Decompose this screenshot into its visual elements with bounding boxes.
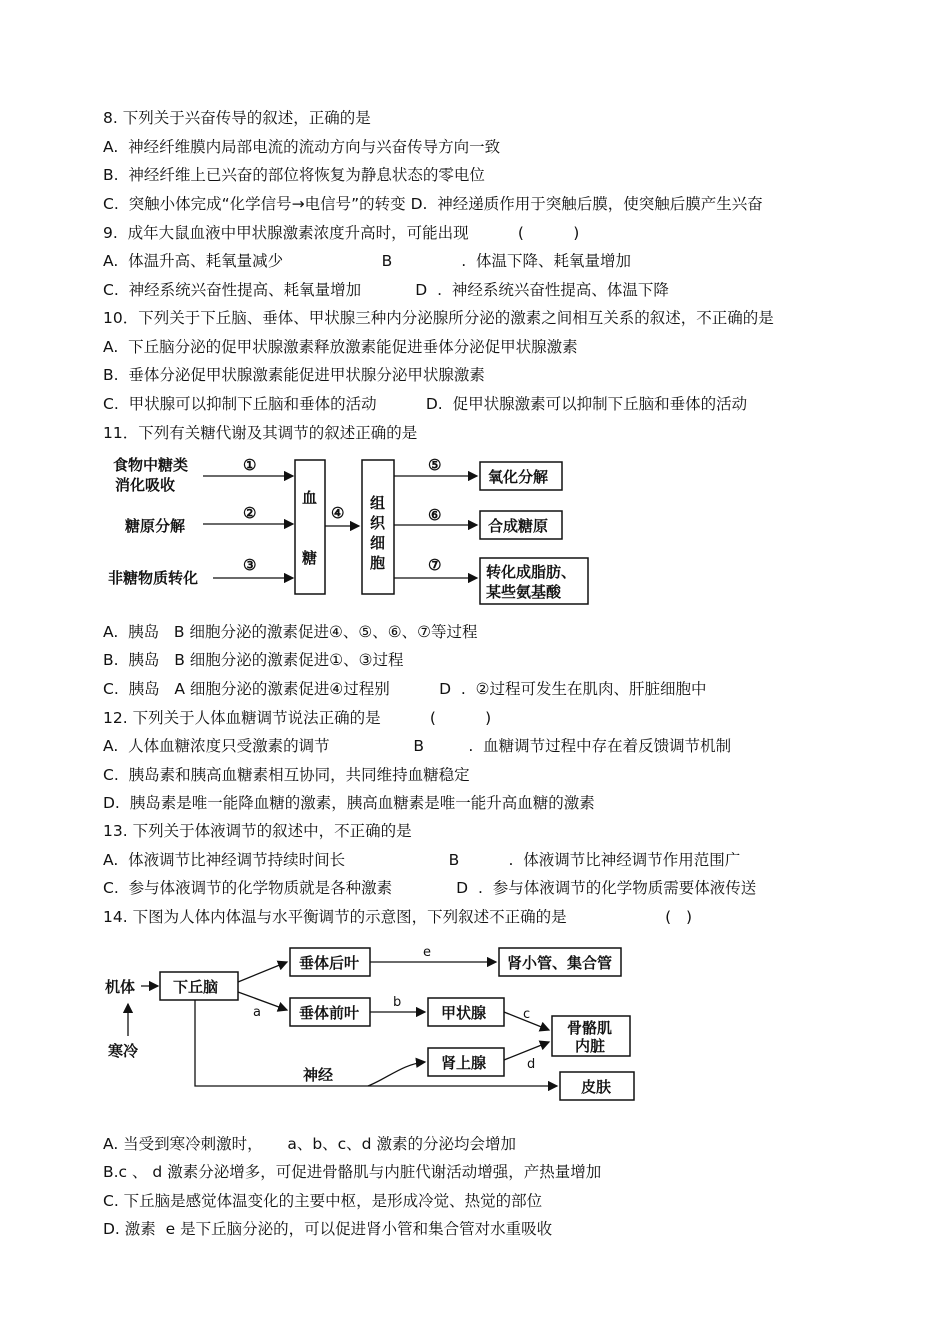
q10-option-cd: C. 甲状腺可以抑制下丘脑和垂体的活动 D. 促甲状腺激素可以抑制下丘脑和垂体的活动 — [103, 395, 748, 413]
q14-option-b: B.c 、 d 激素分泌增多，可促进骨骼肌与内脏代谢活动增强，产热量增加 — [103, 1163, 602, 1181]
step-3-label: ③ — [243, 556, 257, 574]
organ-label: 内脏 — [575, 1037, 606, 1055]
q12-option-c: C. 胰岛素和胰高血糖素相互协同，共同维持血糖稳定 — [103, 766, 470, 784]
skin-label: 皮肤 — [581, 1078, 612, 1096]
blood-sugar-char1: 血 — [302, 489, 318, 507]
q10-option-b: B. 垂体分泌促甲状腺激素能促进甲状腺分泌甲状腺激素 — [103, 366, 485, 384]
cold-label: 寒冷 — [108, 1042, 139, 1060]
q14-stem: 14. 下图为人体内体温与水平衡调节的示意图，下列叙述不正确的是 ( ) — [103, 908, 692, 926]
q11-option-a: A. 胰岛 B 细胞分泌的激素促进④、⑤、⑥、⑦等过程 — [103, 623, 478, 641]
muscle-label: 骨骼肌 — [567, 1019, 613, 1037]
arrow-label-a: a — [253, 1005, 261, 1020]
cells-char1: 组 — [370, 494, 386, 512]
step-7-label: ⑦ — [428, 556, 442, 574]
source-food-line2: 消化吸收 — [115, 476, 176, 494]
cells-char3: 细 — [370, 534, 386, 552]
q14-option-d: D. 激素 e 是下丘脑分泌的，可以促进肾小管和集合管对水重吸收 — [103, 1220, 553, 1238]
q9-stem: 9. 成年大鼠血液中甲状腺激素浓度升高时，可能出现 ( ) — [103, 224, 580, 242]
target-oxidation: 氧化分解 — [488, 468, 549, 486]
step-4-label: ④ — [331, 504, 345, 522]
hypothalamus-label: 下丘脑 — [173, 978, 219, 996]
source-non-sugar: 非糖物质转化 — [108, 569, 199, 587]
step-1-label: ① — [243, 456, 257, 474]
q11-option-b: B. 胰岛 B 细胞分泌的激素促进①、③过程 — [103, 651, 404, 669]
anterior-pituitary-label: 垂体前叶 — [299, 1004, 360, 1022]
nerve-label: 神经 — [303, 1066, 334, 1084]
cells-char2: 织 — [370, 514, 386, 532]
step-2-label: ② — [243, 504, 257, 522]
q14-option-a: A. 当受到寒冷刺激时， a、b、c、d 激素的分泌均会增加 — [103, 1135, 516, 1153]
target-glycogen: 合成糖原 — [488, 517, 549, 535]
source-glycogen: 糖原分解 — [125, 517, 186, 535]
q12-stem: 12. 下列关于人体血糖调节说法正确的是 ( ) — [103, 709, 492, 727]
q9-option-cd: C. 神经系统兴奋性提高、耗氧量增加 D . 神经系统兴奋性提高、体温下降 — [103, 281, 669, 299]
q12-option-d: D. 胰岛素是唯一能降血糖的激素，胰高血糖素是唯一能升高血糖的激素 — [103, 794, 595, 812]
body-label: 机体 — [105, 978, 136, 996]
source-food-line1: 食物中糖类 — [113, 456, 189, 474]
arrow-label-c: c — [523, 1007, 531, 1022]
q11-stem: 11．下列有关糖代谢及其调节的叙述正确的是 — [103, 424, 418, 442]
arrow-label-d: d — [527, 1057, 536, 1072]
target-fat-line2: 某些氨基酸 — [486, 583, 562, 601]
thermoregulation-diagram — [103, 938, 643, 1116]
blood-sugar-box — [295, 460, 325, 594]
q13-stem: 13. 下列关于体液调节的叙述中，不正确的是 — [103, 822, 412, 840]
q8-option-b: B. 神经纤维上已兴奋的部位将恢复为静息状态的零电位 — [103, 166, 485, 184]
adrenal-label: 肾上腺 — [441, 1054, 487, 1072]
glucose-metabolism-diagram — [103, 448, 598, 610]
step-5-label: ⑤ — [428, 456, 442, 474]
q8-option-a: A. 神经纤维膜内局部电流的流动方向与兴奋传导方向一致 — [103, 138, 501, 156]
q12-option-ab: A. 人体血糖浓度只受激素的调节 B . 血糖调节过程中存在着反馈调节机制 — [103, 737, 732, 755]
posterior-pituitary-label: 垂体后叶 — [299, 954, 360, 972]
q9-option-ab: A. 体温升高、耗氧量减少 B . 体温下降、耗氧量增加 — [103, 252, 632, 270]
q11-option-cd: C. 胰岛 A 细胞分泌的激素促进④过程别 D . ②过程可发生在肌肉、肝脏细胞中 — [103, 680, 707, 698]
q13-option-cd: C. 参与体液调节的化学物质就是各种激素 D . 参与体液调节的化学物质需要体液传送 — [103, 879, 757, 897]
q14-option-c: C. 下丘脑是感觉体温变化的主要中枢，是形成冷觉、热觉的部位 — [103, 1192, 543, 1210]
q8-stem: 8. 下列关于兴奋传导的叙述，正确的是 — [103, 109, 371, 127]
arrow-label-e: e — [423, 945, 431, 960]
kidney-tubule-label: 肾小管、集合管 — [507, 954, 613, 972]
q10-stem: 10．下列关于下丘脑、垂体、甲状腺三种内分泌腺所分泌的激素之间相互关系的叙述，不正确的是 — [103, 309, 774, 327]
blood-sugar-char2: 糖 — [302, 549, 318, 567]
q8-option-cd: C. 突触小体完成“化学信号→电信号”的转变 D. 神经递质作用于突触后膜，使突触后膜产生兴奋 — [103, 195, 763, 213]
arrow-label-b: b — [393, 995, 402, 1010]
q10-option-a: A. 下丘脑分泌的促甲状腺激素释放激素能促进垂体分泌促甲状腺激素 — [103, 338, 578, 356]
thyroid-label: 甲状腺 — [441, 1004, 487, 1022]
target-fat-line1: 转化成脂肪、 — [486, 563, 577, 581]
step-6-label: ⑥ — [428, 506, 442, 524]
cells-char4: 胞 — [370, 554, 386, 572]
q13-option-ab: A. 体液调节比神经调节持续时间长 B . 体液调节比神经调节作用范围广 — [103, 851, 741, 869]
